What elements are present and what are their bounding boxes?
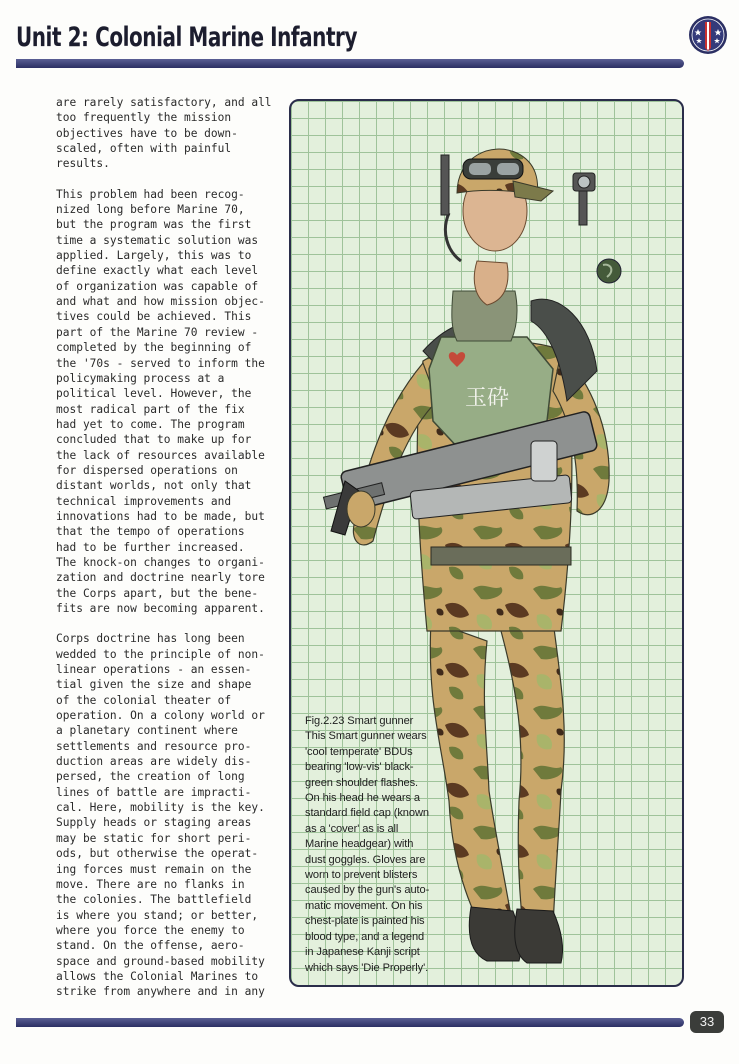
- figure-caption: Fig.2.23 Smart gunner This Smart gunner wears 'cool temperate' BDUs bearing 'low-vis' black- green shoulder flashes. On his head he wears a standard field cap (known as a 'cover' as is all Marine headgear) with dust goggles. Gloves are worn to prevent blisters caused by the gun's auto- matic movement. On his chest-plate is painted his blood type, and a legend in Japanese Kanji script which says 'Die Properly'.: [305, 715, 430, 974]
- paragraph: are rarely satisfactory, and all too frequently the mission objectives have to be down- scaled, often with painful results.: [56, 96, 272, 171]
- header-rule: [16, 59, 684, 68]
- paragraph: Corps doctrine has long been wedded to the principle of non- linear operations - an essen- tial given the size and shape of the colonial theater of operation. On a colony world or a planetary continent where settlements and resource pro- duction areas are widely dis- persed, the creation of long lines of battle are impracti- cal. Here, mobility is the key. Supply heads or staging areas may be static for short peri- ods, but otherwise the operat- ing forces must remain on the move. There are no flanks in the colonies. The battlefield is where you stand; or better, where you force the enemy to stand. On the offense, aero- space and ground-based mobility allows the Colonial Marines to strike from anywhere and in any: [56, 632, 265, 999]
- footer-rule: [16, 1018, 684, 1027]
- colonial-marines-emblem-icon: [688, 15, 728, 55]
- page-title: Unit 2: Colonial Marine Infantry: [16, 22, 358, 53]
- body-text-column: [56, 95, 278, 1015]
- page-number: 33: [690, 1011, 724, 1033]
- chest-kanji: 玉砕: [464, 386, 510, 411]
- paragraph: This problem had been recog- nized long before Marine 70, but the program was the first time a systematic solution was applied. Largely, this was to define exactly what each level of organization was capable of and what and how mission objec- tives could be achieved. This part of the Marine 70 review - completed by the beginning of the '70s - served to inform the policymaking process at a political level. However, the most radical part of the fix had yet to come. The program concluded that to make up for the lack of resources available for dispersed operations on distant worlds, not only that technical improvements and innovations had to be made, but that the tempo of operations had to be further increased. The knock-on changes to organi- zation and doctrine nearly tore the Corps apart, but the bene- fits are now becoming apparent.: [56, 187, 265, 615]
